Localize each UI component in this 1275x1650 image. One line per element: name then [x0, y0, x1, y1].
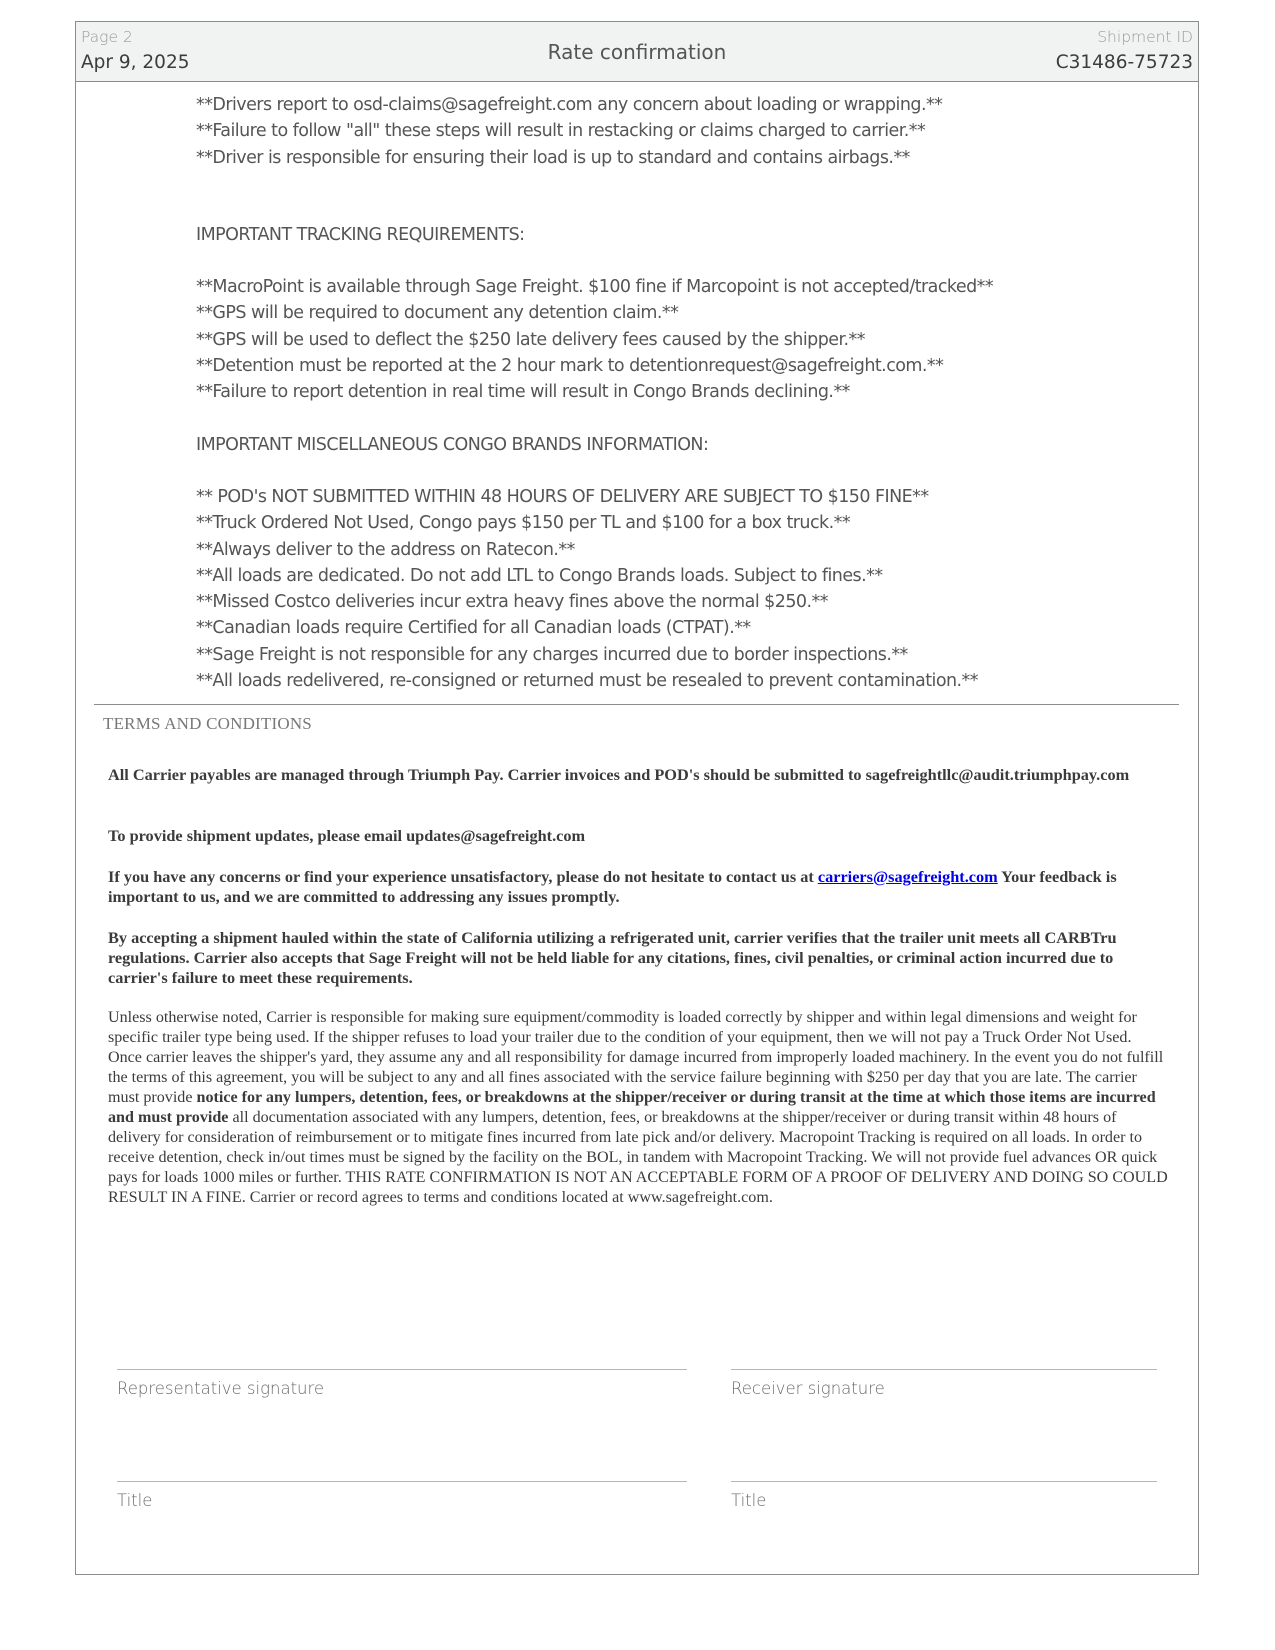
receiver-title-line[interactable]: [731, 1481, 1157, 1482]
representative-title-label: Title: [117, 1491, 153, 1510]
terms-payables-paragraph: All Carrier payables are managed through Triumph Pay. Carrier invoices and POD's should be submitted to sagefreightllc@audit.triumphpay.com: [108, 765, 1130, 784]
instruction-line: **GPS will be used to deflect the $250 late delivery fees caused by the shipper.**: [196, 329, 865, 350]
instruction-line: **Drivers report to osd-claims@sagefreight.com any concern about loading or wrapping.**: [196, 95, 943, 115]
instruction-line: **All loads are dedicated. Do not add LTL to Congo Brands loads. Subject to fines.**: [196, 565, 883, 586]
representative-signature-label: Representative signature: [117, 1379, 325, 1398]
page-header: [76, 22, 1198, 82]
receiver-signature-line[interactable]: [731, 1369, 1157, 1370]
terms-heading: TERMS AND CONDITIONS: [103, 714, 312, 733]
instruction-line: **Failure to report detention in real time will result in Congo Brands declining.**: [196, 382, 850, 403]
instruction-line: **Driver is responsible for ensuring their load is up to standard and contains airbags.**: [196, 147, 910, 168]
page-title: Rate confirmation: [547, 40, 727, 64]
instruction-line: **Detention must be reported at the 2 hour mark to detentionrequest@sagefreight.com.**: [196, 356, 944, 377]
instruction-line: **Missed Costco deliveries incur extra heavy fines above the normal $250.**: [196, 592, 828, 613]
general-text-bold: notice for any lumpers, detention, fees, or breakdowns at the shipper/receiver or during transit at the time at which those items are incurred and must provide: [108, 1089, 1156, 1126]
misc-information-heading: IMPORTANT MISCELLANEOUS CONGO BRANDS INFORMATION:: [196, 434, 709, 455]
instruction-line: **Truck Ordered Not Used, Congo pays $150 per TL and $100 for a box truck.**: [196, 513, 851, 534]
section-divider: [94, 704, 1179, 705]
document-date: Apr 9, 2025: [81, 52, 190, 73]
special-instructions: [196, 92, 1136, 694]
receiver-signature-label: Receiver signature: [731, 1379, 885, 1398]
receiver-title-label: Title: [731, 1491, 767, 1510]
terms-california-paragraph: By accepting a shipment hauled within the state of California utilizing a refrigerated unit, carrier verifies that the trailer unit meets all CARBTru regulations. Carrier also accepts that Sage Freight will not be held liable for any citations, fines, civil penalties, or criminal action incurred due to carrier's failure to meet these requirements.: [108, 928, 1117, 987]
general-text: Unless otherwise noted, Carrier is responsible for making sure equipment/commodity is loaded correctly by shipper and within legal dimensions and weight for specific trailer type being used. If the shipper refuses to load your trailer due to the condition of your equipment, then we will not pay a Truck Order Not Used. Once carrier leaves the shipper's yard, they assume any and all responsibility for damage incurred from improperly loaded machinery. In the event you do not fulfill the terms of this agreement, you will be subject to any and all fines associated with the service failure beginning with $250 per day that you are late. The carrier must provide: [108, 1009, 1164, 1106]
contact-text: If you have any concerns or find your experience unsatisfactory, please do not hesitate to contact us at: [108, 867, 818, 886]
shipment-id: C31486-75723: [1055, 52, 1193, 73]
instruction-line: ** POD's NOT SUBMITTED WITHIN 48 HOURS OF DELIVERY ARE SUBJECT TO $150 FINE**: [196, 486, 929, 507]
representative-signature-line[interactable]: [117, 1369, 687, 1370]
instruction-line: **GPS will be required to document any detention claim.**: [196, 303, 679, 324]
terms-general-paragraph: [108, 1008, 1168, 1208]
terms-updates-paragraph: To provide shipment updates, please email updates@sagefreight.com: [108, 826, 586, 845]
instruction-line: **Failure to follow "all" these steps will result in restacking or claims charged to carrier.**: [196, 121, 926, 142]
instruction-line: **Always deliver to the address on Ratecon.**: [196, 539, 575, 560]
instruction-line: **Sage Freight is not responsible for any charges incurred due to border inspections.**: [196, 644, 908, 665]
contact-text-after: Your feedback is important to us, and we are committed to addressing any issues promptly.: [108, 867, 1117, 906]
carriers-email-link[interactable]: carriers@sagefreight.com: [817, 867, 998, 886]
shipment-id-label: Shipment ID: [1097, 28, 1193, 46]
instruction-line: **MacroPoint is available through Sage Freight. $100 fine if Marcopoint is not accepted/tracked**: [196, 277, 994, 298]
terms-contact-paragraph: [108, 867, 1168, 907]
representative-title-line[interactable]: [117, 1481, 687, 1482]
instruction-line: **Canadian loads require Certified for all Canadian loads (CTPAT).**: [196, 618, 751, 639]
tracking-requirements-heading: IMPORTANT TRACKING REQUIREMENTS:: [196, 224, 525, 245]
instruction-line: **All loads redelivered, re-consigned or returned must be resealed to prevent contamination.**: [196, 671, 978, 692]
page-number: Page 2: [81, 28, 133, 46]
general-text-after: all documentation associated with any lumpers, detention, fees, or breakdowns at the shipper/receiver or during transit within 48 hours of delivery for consideration of reimbursement or to mitigate fines incurred from late pick and/or delivery. Macropoint Tracking is required on all loads. In order to receive detention, check in/out times must be signed by the facility on the BOL, in tandem with Macropoint Tracking. We will not provide fuel advances OR quick pays for loads 1000 miles or further. THIS RATE CONFIRMATION IS NOT AN ACCEPTABLE FORM OF A PROOF OF DELIVERY AND DOING SO COULD RESULT IN A FINE. Carrier or record agrees to terms and conditions located at www.sagefreight.com.: [108, 1109, 1168, 1206]
